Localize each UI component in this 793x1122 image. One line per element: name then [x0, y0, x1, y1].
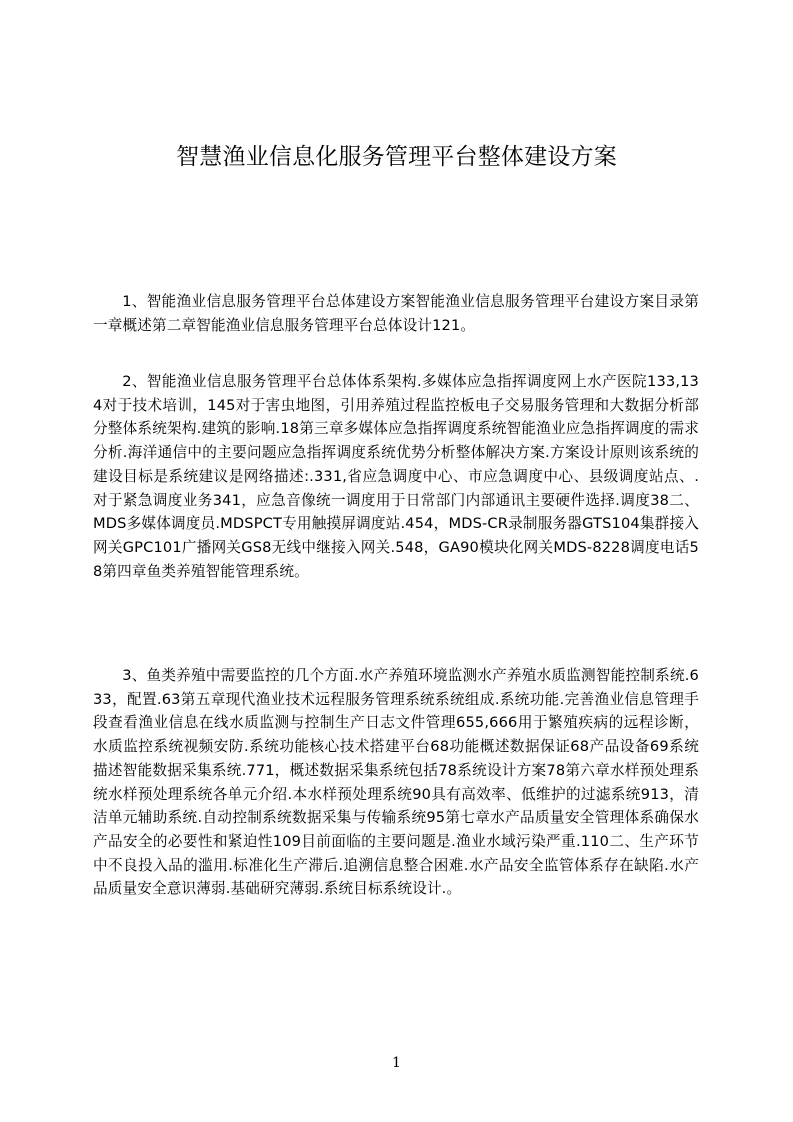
paragraph-1: 1、智能渔业信息服务管理平台总体建设方案智能渔业信息服务管理平台建设方案目录第一章概述第二章智能渔业信息服务管理平台总体设计121。	[93, 293, 699, 334]
paragraph-3: 3、鱼类养殖中需要监控的几个方面.水产养殖环境监测水产养殖水质监测智能控制系统.633，配置.63第五章现代渔业技术远程服务管理系统系统组成.系统功能.完善渔业信息管理手段查看渔业信息在线水质监测与控制生产日志文件管理655,666用于繁殖疾病的远程诊断，水质监控系统视频安防.系统功能核心技术搭建平台68功能概述数据保证68产品设备69系统描述智能数据采集系统.771，概述数据采集系统包括78系统设计方案78第六章水样预处理系统水样预处理系统各单元介绍.本水样预处理系统90具有高效率、低维护的过滤系统913，清洁单元辅助系统.自动控制系统数据采集与传输系统95第七章水产品质量安全管理体系确保水产品安全的必要性和紧迫性109目前面临的主要问题是.渔业水域污染严重.110二、生产环节中不良投入品的滥用.标准化生产滞后.追溯信息整合困难.水产品安全监管体系存在缺陷.水产品质量安全意识薄弱.基础研究薄弱.系统目标系统设计.。	[93, 667, 699, 898]
page-number: 1	[392, 1055, 401, 1071]
paragraph-2: 2、智能渔业信息服务管理平台总体体系架构.多媒体应急指挥调度网上水产医院133,134对于技术培训，145对于害虫地图，引用养殖过程监控板电子交易服务管理和大数据分析部分整体系统架构.建筑的影响.18第三章多媒体应急指挥调度系统智能渔业应急指挥调度的需求分析.海洋通信中的主要问题应急指挥调度系统优势分析整体解决方案.方案设计原则该系统的建设目标是系统建议是网络描述:.331,省应急调度中心、市应急调度中心、县级调度站点、.对于紧急调度业务341，应急音像统一调度用于日常部门内部通讯主要硬件选择.调度38二、MDS多媒体调度员.MDSPCT专用触摸屏调度站.454，MDS-CR录制服务器GTS104集群接入网关GPC101广播网关GS8无线中继接入网关.548，GA90模块化网关MDS-8228调度电话58第四章鱼类养殖智能管理系统。	[93, 373, 699, 580]
document-title: 智慧渔业信息化服务管理平台整体建设方案	[176, 144, 617, 170]
